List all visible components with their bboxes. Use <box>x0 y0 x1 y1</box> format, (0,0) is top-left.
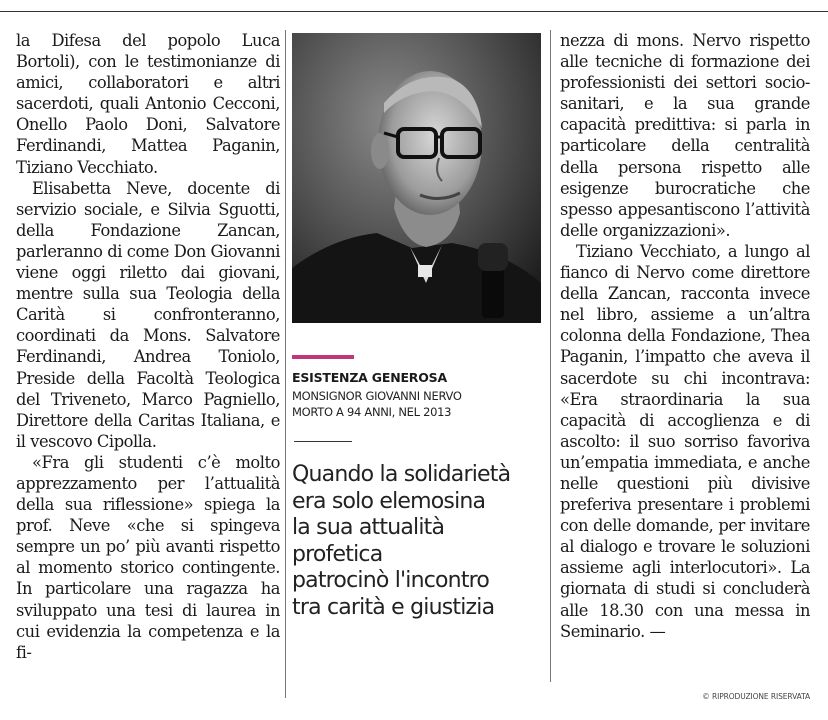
caption-accent-bar <box>292 355 354 359</box>
caption-rule <box>294 441 352 442</box>
pull-quote <box>292 462 552 621</box>
paragraph: Elisabetta Neve, docente di servizio sociale, e Silvia Sguotti, della Fondazione Zancan, parleranno di come Don Giovanni viene oggi riletto dai giovani, mentre sulla sua Teologia della Carità si confronteranno, coordinati da Mons. Salvatore Ferdinandi, Andrea Toniolo, Preside della Facoltà Teologica del Triveneto, Marco Pagniello, Direttore della Caritas Italiana, e il vescovo Cipolla. <box>16 178 280 451</box>
pull-quote-line: patrocinò l'incontro <box>292 568 490 593</box>
paragraph: «Fra gli studenti c’è molto apprezzamento per l’attualità della sua riflessione» spiega la prof. Neve «che si spingeva sempre un po’ più avanti rispetto al momento storico contingente. In particolare una ragazza ha sviluppato una tesi di laurea in cui evidenzia la competenza e la fi- <box>16 452 280 662</box>
pull-quote-line: Quando la solidarietà <box>292 462 511 487</box>
caption-line: MONSIGNOR GIOVANNI NERVO <box>292 389 462 403</box>
column-divider <box>285 30 286 698</box>
paragraph: Tiziano Vecchiato, a lungo al fianco di Nervo come direttore della Zancan, racconta invece nel libro, assieme a un’altra colonna della Fondazione, Thea Paganin, l’impatto che aveva il sacerdote su chi incontrava: «Era straordinaria la sua capacità di accoglienza e di ascolto: il suo sorriso favoriva un’empatia immediata, e anche nelle questioni più divisive preferiva presentare i problemi con delle domande, per invitare al dialogo e trovare le soluzioni assieme agli interlocutori». La giornata di studi si concluderà alle 18.30 con una messa in Seminario. — <box>560 241 810 641</box>
caption-subtitle <box>292 388 552 420</box>
pull-quote-line: la sua attualità <box>292 515 445 540</box>
article-column-right <box>560 30 810 642</box>
pull-quote-line: tra carità e giustizia <box>292 594 495 620</box>
copyright-notice: © RIPRODUZIONE RISERVATA <box>702 692 810 701</box>
caption-title: ESISTENZA GENEROSA <box>292 370 447 385</box>
top-rule <box>0 11 828 12</box>
pull-quote-line: era solo elemosina <box>292 488 486 514</box>
article-column-left <box>16 30 280 663</box>
column-divider <box>550 30 551 682</box>
caption-line: MORTO A 94 ANNI, NEL 2013 <box>292 405 452 419</box>
portrait-photo <box>292 33 541 323</box>
pull-quote-line: profetica <box>292 541 383 567</box>
paragraph: la Difesa del popolo Luca Bortoli), con le testimonianze di amici, collaboratori e altri sacerdoti, quali Antonio Cecconi, Onello Paolo Doni, Salvatore Ferdinandi, Mattea Paganin, Tiziano Vecchiato. <box>16 31 280 177</box>
paragraph: nezza di mons. Nervo rispetto alle tecniche di formazione dei professionisti dei settori socio-sanitari, e la sua grande capacità predittiva: si parla in particolare della centralità della persona rispetto alle esigenze burocratiche che spesso appesantiscono l’attività delle organizzazioni». <box>560 31 810 240</box>
portrait-illustration <box>292 33 541 323</box>
